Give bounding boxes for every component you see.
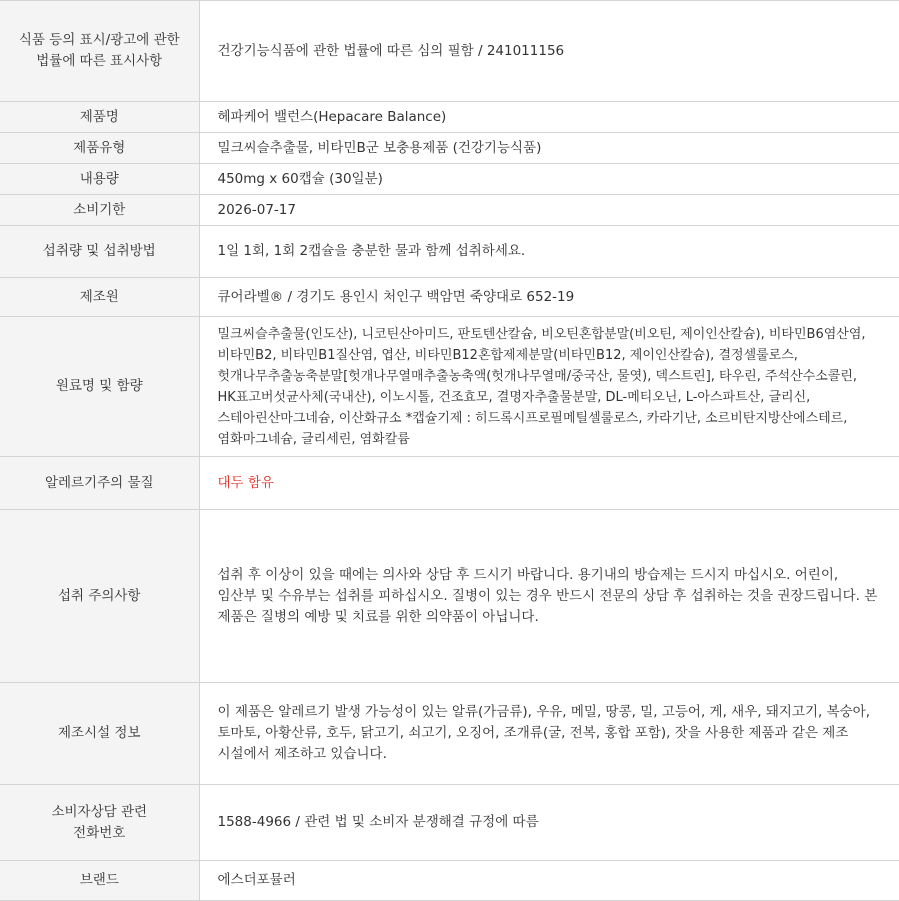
table-row bbox=[0, 278, 899, 317]
row-value-precautions: 섭취 후 이상이 있을 때에는 의사와 상담 후 드시기 바랍니다. 용기내의 방습제는 드시지 마십시오. 어린이, 임산부 및 수유부는 섭취를 피하십시오. 질병이 있는 경우 반드시 전문의 상담 후 섭취하는 것을 권장드립니다. 본 제품은 질병의 예방 및 치료를 위한 의약품이 아닙니다. bbox=[199, 510, 899, 683]
table-row bbox=[0, 317, 899, 457]
row-value-intake: 1일 1회, 1회 2캡슐을 충분한 물과 함께 섭취하세요. bbox=[199, 226, 899, 278]
table-row bbox=[0, 226, 899, 278]
row-label-contents: 내용량 bbox=[0, 164, 199, 195]
row-label-allergen: 알레르기주의 물질 bbox=[0, 457, 199, 510]
row-value-legal-notice: 건강기능식품에 관한 법률에 따른 심의 필함 / 241011156 bbox=[199, 1, 899, 102]
row-value-brand: 에스더포뮬러 bbox=[199, 861, 899, 901]
row-label-manufacturer: 제조원 bbox=[0, 278, 199, 317]
row-value-manufacturer: 큐어라벨® / 경기도 용인시 처인구 백암면 죽양대로 652-19 bbox=[199, 278, 899, 317]
row-value-allergen: 대두 함유 bbox=[199, 457, 899, 510]
row-label-facility: 제조시설 정보 bbox=[0, 683, 199, 785]
row-label-brand: 브랜드 bbox=[0, 861, 199, 901]
table-row bbox=[0, 195, 899, 226]
row-value-ingredients: 밀크씨슬추출물(인도산), 니코틴산아미드, 판토텐산칼슘, 비오틴혼합분말(비오틴, 제이인산칼슘), 비타민B6염산염, 비타민B2, 비타민B1질산염, 엽산, 비타민B12혼합제제분말(비타민B12, 제이인산칼슘), 결정셀룰로스, 헛개나무추출농축분말[헛개나무열매추출농축액(헛개나무열매/중국산, 물엿), 덱스트린], 타우린, 주석산수소콜린, HK표고버섯균사체(국내산), 이노시톨, 건조효모, 결명자추출물분말, DL-메티오닌, L-아스파트산, 글리신, 스테아린산마그네슘, 이산화규소 *캡슐기제 : 히드록시프로필메틸셀룰로스, 카라기난, 소르비탄지방산에스테르, 염화마그네슘, 글리세린, 염화칼륨 bbox=[199, 317, 899, 457]
table-row bbox=[0, 785, 899, 861]
table-row bbox=[0, 102, 899, 133]
table-row bbox=[0, 164, 899, 195]
row-label-ingredients: 원료명 및 함량 bbox=[0, 317, 199, 457]
row-label-legal-notice: 식품 등의 표시/광고에 관한 법률에 따른 표시사항 bbox=[0, 1, 199, 102]
row-value-consumer-phone: 1588-4966 / 관련 법 및 소비자 분쟁해결 규정에 따름 bbox=[199, 785, 899, 861]
table-row bbox=[0, 457, 899, 510]
row-label-product-name: 제품명 bbox=[0, 102, 199, 133]
row-value-product-type: 밀크씨슬추출물, 비타민B군 보충용제품 (건강기능식품) bbox=[199, 133, 899, 164]
row-value-expiry: 2026-07-17 bbox=[199, 195, 899, 226]
table-row bbox=[0, 510, 899, 683]
row-label-precautions: 섭취 주의사항 bbox=[0, 510, 199, 683]
row-label-consumer-phone: 소비자상담 관련 전화번호 bbox=[0, 785, 199, 861]
table-row bbox=[0, 133, 899, 164]
table-row bbox=[0, 861, 899, 901]
row-value-contents: 450mg x 60캡슐 (30일분) bbox=[199, 164, 899, 195]
row-value-product-name: 헤파케어 밸런스(Hepacare Balance) bbox=[199, 102, 899, 133]
row-label-product-type: 제품유형 bbox=[0, 133, 199, 164]
row-value-facility: 이 제품은 알레르기 발생 가능성이 있는 알류(가금류), 우유, 메밀, 땅콩, 밀, 고등어, 게, 새우, 돼지고기, 복숭아, 토마토, 아황산류, 호두, 닭고기, 쇠고기, 오징어, 조개류(굴, 전복, 홍합 포함), 잣을 사용한 제품과 같은 제조 시설에서 제조하고 있습니다. bbox=[199, 683, 899, 785]
row-label-intake: 섭취량 및 섭취방법 bbox=[0, 226, 199, 278]
table-row bbox=[0, 683, 899, 785]
table-row bbox=[0, 1, 899, 102]
row-label-expiry: 소비기한 bbox=[0, 195, 199, 226]
